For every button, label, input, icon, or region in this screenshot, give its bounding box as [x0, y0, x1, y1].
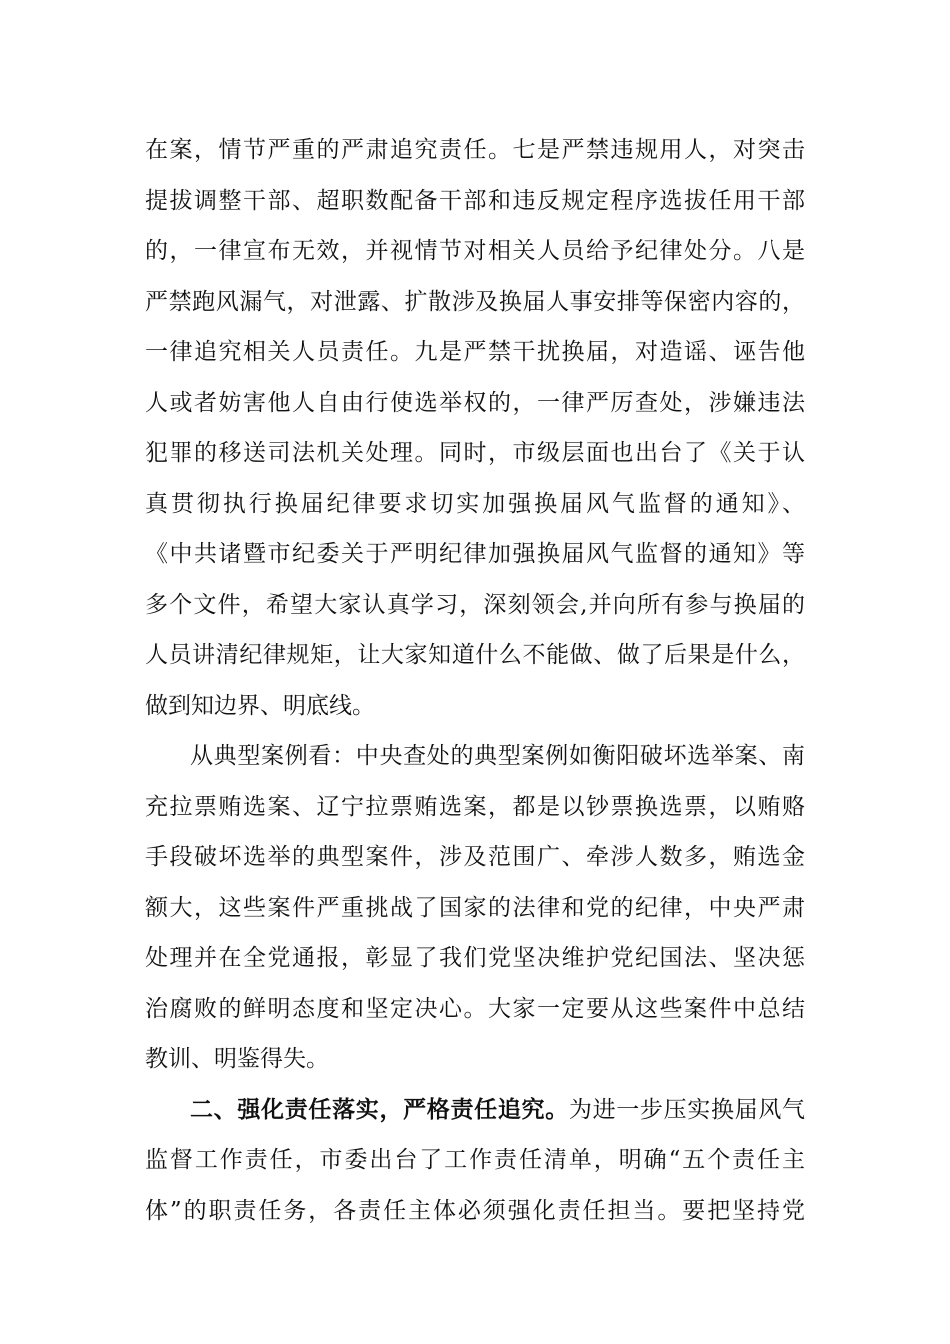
text-line: 真贯彻执行换届纪律要求切实加强换届风气监督的通知》、: [145, 491, 805, 517]
section-heading: 二、强化责任落实，严格责任追究。: [190, 1096, 569, 1123]
text-line: 人员讲清纪律规矩，让大家知道什么不能做、做了后果是什么，: [145, 642, 805, 668]
text-line: 充拉票贿选案、辽宁拉票贿选案，都是以钞票换选票，以贿赂: [145, 794, 805, 820]
text-line: 监督工作责任，市委出台了工作责任清单，明确“五个责任主: [145, 1147, 805, 1173]
text-line: 犯罪的移送司法机关处理。同时，市级层面也出台了《关于认: [145, 440, 805, 466]
text-line: 在案，情节严重的严肃追究责任。七是严禁违规用人，对突击: [145, 137, 805, 163]
text-line: 的，一律宣布无效，并视情节对相关人员给予纪律处分。八是: [145, 238, 805, 264]
text-line: 严禁跑风漏气，对泄露、扩散涉及换届人事安排等保密内容的，: [145, 289, 805, 315]
text-line: 提拔调整干部、超职数配备干部和违反规定程序选拔任用干部: [145, 188, 805, 214]
text-line: 处理并在全党通报，彰显了我们党坚决维护党纪国法、坚决惩: [145, 945, 805, 971]
text-line: 人或者妨害他人自由行使选举权的，一律严厉查处，涉嫌违法: [145, 390, 805, 416]
heading-line-text: 为进一步压实换届风气: [568, 1097, 806, 1123]
section-heading-line: [190, 1090, 805, 1130]
text-line: 体”的职责任务，各责任主体必须强化责任担当。要把坚持党: [145, 1198, 805, 1224]
text-line: 教训、明鉴得失。: [145, 1046, 329, 1072]
text-line: 一律追究相关人员责任。九是严禁干扰换届，对造谣、诬告他: [145, 339, 805, 365]
text-line: 多个文件，希望大家认真学习，深刻领会,并向所有参与换届的: [145, 592, 805, 618]
text-line: 手段破坏选举的典型案件，涉及范围广、牵涉人数多，贿选金: [145, 844, 805, 870]
text-line: 做到知边界、明底线。: [145, 693, 375, 719]
text-line: 《中共诸暨市纪委关于严明纪律加强换届风气监督的通知》等: [145, 541, 805, 567]
text-line: 从典型案例看：中央查处的典型案例如衡阳破坏选举案、南: [190, 743, 805, 769]
text-line: 治腐败的鲜明态度和坚定决心。大家一定要从这些案件中总结: [145, 996, 805, 1022]
text-line: 额大，这些案件严重挑战了国家的法律和党的纪律，中央严肃: [145, 895, 805, 921]
